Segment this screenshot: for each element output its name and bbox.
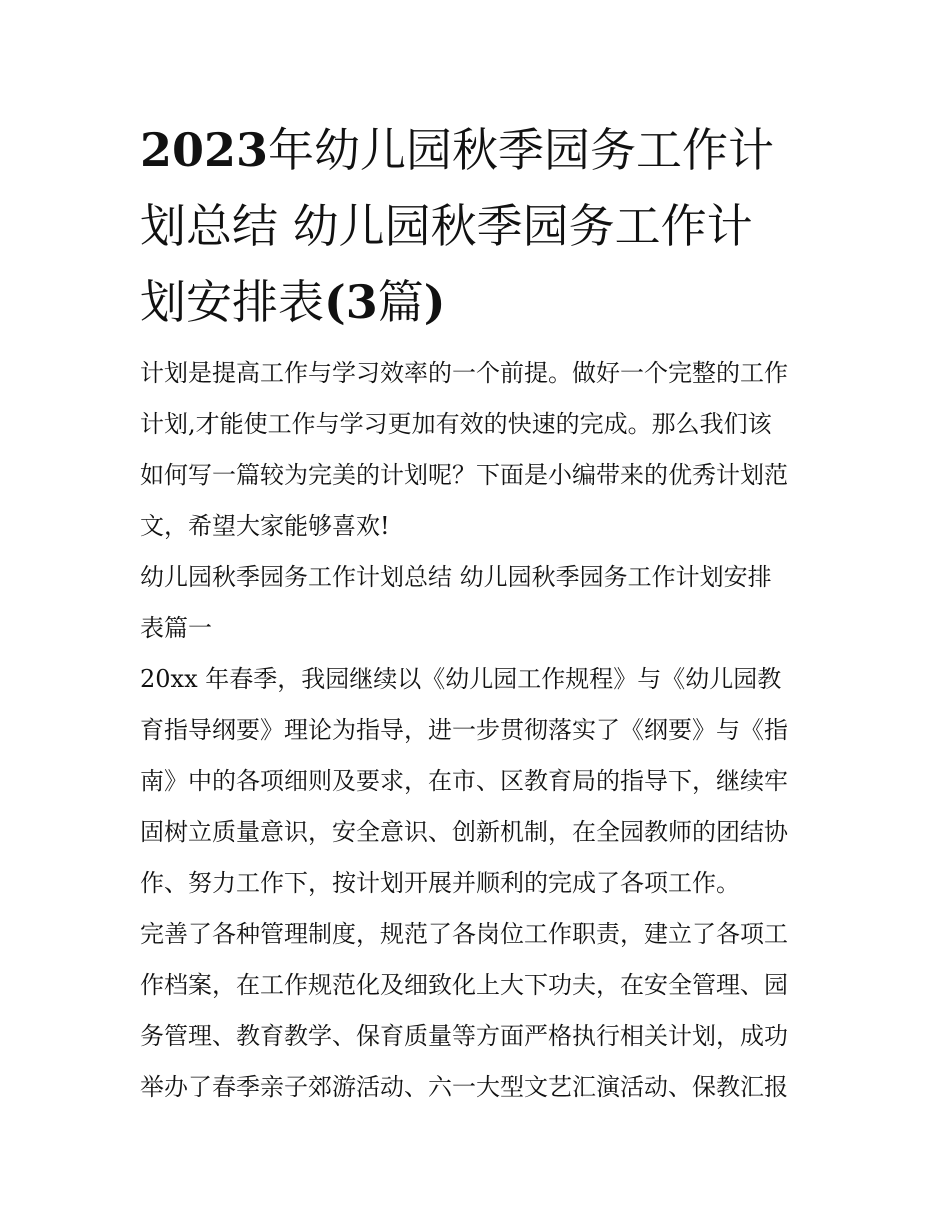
title-line-1-text: 年幼儿园秋季园务工作计 bbox=[268, 123, 775, 177]
body-line: 固树立质量意识，安全意识、创新机制，在全园教师的团结协 bbox=[140, 818, 788, 846]
body-line: 举办了春季亲子郊游活动、六一大型文艺汇演活动、保教汇报 bbox=[140, 1073, 788, 1101]
body-paragraph-2 bbox=[140, 909, 812, 1113]
section-heading-line: 幼儿园秋季园务工作计划总结 幼儿园秋季园务工作计划安排 bbox=[140, 563, 772, 591]
intro-line: 计划,才能使工作与学习更加有效的快速的完成。那么我们该 bbox=[140, 410, 772, 438]
title-line-3-text: 划安排表 bbox=[140, 275, 324, 329]
body-line: 作档案，在工作规范化及细致化上大下功夫，在安全管理、园 bbox=[140, 971, 788, 999]
body-line: 完善了各种管理制度，规范了各岗位工作职责，建立了各项工 bbox=[140, 920, 788, 948]
title-year: 2023 bbox=[140, 123, 269, 177]
body-line: 南》中的各项细则及要求，在市、区教育局的指导下，继续牢 bbox=[140, 767, 788, 795]
body-line: 20xx 年春季，我园继续以《幼儿园工作规程》与《幼儿园教 bbox=[140, 665, 782, 693]
title-count-unit: 篇 bbox=[377, 275, 424, 329]
body-line: 务管理、教育教学、保育质量等方面严格执行相关计划，成功 bbox=[140, 1022, 788, 1050]
body-paragraph-1 bbox=[140, 654, 812, 909]
intro-line: 文，希望大家能够喜欢! bbox=[140, 512, 390, 540]
title-line-1 bbox=[140, 112, 812, 188]
section-heading-line: 表篇一 bbox=[140, 614, 212, 642]
body-line: 育指导纲要》理论为指导，进一步贯彻落实了《纲要》与《指 bbox=[140, 716, 788, 744]
intro-line: 计划是提高工作与学习效率的一个前提。做好一个完整的工作 bbox=[140, 359, 788, 387]
section-heading bbox=[140, 552, 812, 654]
intro-paragraph bbox=[140, 348, 812, 552]
title-count: (3 bbox=[324, 275, 378, 329]
body-line: 作、努力工作下，按计划开展并顺利的完成了各项工作。 bbox=[140, 869, 740, 897]
intro-line: 如何写一篇较为完美的计划呢？下面是小编带来的优秀计划范 bbox=[140, 461, 788, 489]
title-line-3 bbox=[140, 264, 812, 340]
document-title bbox=[140, 112, 812, 340]
document-content bbox=[140, 112, 812, 1113]
title-line-2: 划总结 幼儿园秋季园务工作计 bbox=[140, 199, 753, 253]
title-close-paren: ) bbox=[423, 275, 446, 329]
